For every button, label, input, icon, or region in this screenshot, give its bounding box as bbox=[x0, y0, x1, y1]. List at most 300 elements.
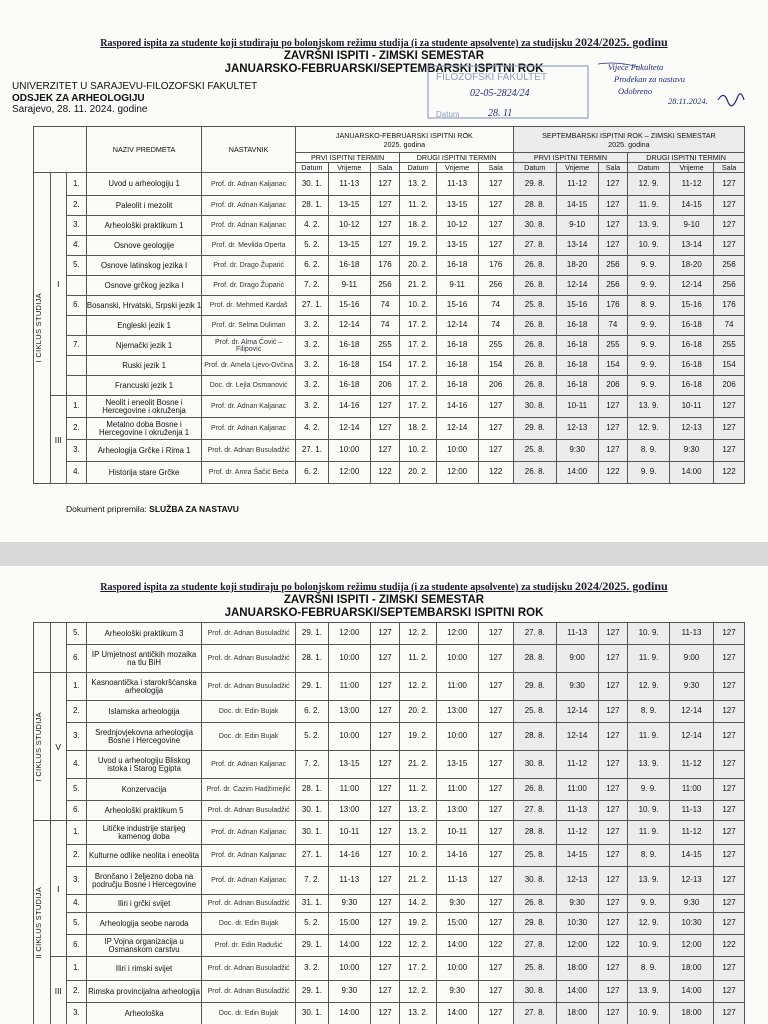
semester-label: V bbox=[50, 673, 67, 821]
exam-date: 25. 8. bbox=[513, 957, 556, 981]
exam-date: 4. 2. bbox=[295, 418, 328, 440]
exam-room: 127 bbox=[370, 895, 400, 913]
exam-room: 255 bbox=[478, 336, 513, 356]
exam-room: 74 bbox=[478, 296, 513, 316]
exam-time: 13:00 bbox=[436, 801, 478, 821]
exam-date: 29. 1. bbox=[295, 673, 328, 701]
exam-room: 74 bbox=[714, 316, 745, 336]
exam-time: 10:30 bbox=[670, 913, 714, 935]
exam-date: 27. 8. bbox=[513, 935, 556, 957]
exam-date: 28. 1. bbox=[295, 196, 328, 216]
exam-time: 14-16 bbox=[436, 396, 478, 418]
exam-date: 25. 8. bbox=[513, 845, 556, 867]
course-name: Osnove grčkog jezika I bbox=[86, 276, 202, 296]
exam-time: 12-14 bbox=[328, 316, 370, 336]
exam-time: 16-18 bbox=[670, 356, 714, 376]
exam-time: 11-12 bbox=[556, 821, 598, 845]
exam-date: 30. 8. bbox=[513, 216, 556, 236]
exam-date: 9. 9. bbox=[628, 462, 670, 484]
exam-room: 127 bbox=[598, 821, 628, 845]
exam-room: 127 bbox=[370, 957, 400, 981]
exam-time: 16-18 bbox=[328, 336, 370, 356]
exam-time: 12-13 bbox=[556, 418, 598, 440]
exam-time: 16-18 bbox=[670, 316, 714, 336]
exam-date: 8. 9. bbox=[628, 440, 670, 462]
course-name: Rimska provincijalna arheologija bbox=[86, 981, 202, 1003]
exam-time: 10:00 bbox=[328, 645, 370, 673]
exam-date: 26. 8. bbox=[513, 895, 556, 913]
exam-room: 127 bbox=[370, 845, 400, 867]
exam-date: 3. 2. bbox=[295, 396, 328, 418]
exam-room: 154 bbox=[478, 356, 513, 376]
exam-room: 127 bbox=[598, 1003, 628, 1024]
teacher-name: Prof. dr. Adnan Kaljanac bbox=[202, 845, 296, 867]
institution-name: UNIVERZITET U SARAJEVU-FILOZOFSKI FAKULTET bbox=[12, 81, 258, 92]
exam-time: 11:00 bbox=[436, 673, 478, 701]
header-course: NAZIV PREDMETA bbox=[86, 127, 202, 173]
exam-date: 10. 9. bbox=[628, 623, 670, 645]
exam-date: 30. 1. bbox=[295, 821, 328, 845]
handwritten-note-2: Prodekan za nastavu bbox=[614, 74, 685, 84]
cycle-label: I CIKLUS STUDIJA bbox=[34, 673, 51, 821]
table-row bbox=[34, 723, 745, 751]
exam-time: 14-15 bbox=[670, 845, 714, 867]
exam-date: 17. 2. bbox=[400, 336, 436, 356]
row-number: 1. bbox=[67, 396, 87, 418]
row-number: 6. bbox=[67, 935, 87, 957]
row-number: 4. bbox=[67, 462, 87, 484]
exam-date: 11. 9. bbox=[628, 196, 670, 216]
exam-time: 12-14 bbox=[556, 723, 598, 751]
exam-time: 10:00 bbox=[436, 723, 478, 751]
exam-time: 18-20 bbox=[556, 256, 598, 276]
exam-room: 127 bbox=[598, 440, 628, 462]
exam-time: 11-13 bbox=[670, 623, 714, 645]
header-first-term: PRVI ISPITNI TERMIN bbox=[295, 153, 400, 163]
exam-date: 30. 8. bbox=[513, 751, 556, 779]
exam-room: 127 bbox=[598, 173, 628, 196]
exam-time: 14-15 bbox=[556, 196, 598, 216]
exam-room: 122 bbox=[478, 935, 513, 957]
handwritten-note-3: Odobreno bbox=[618, 86, 653, 96]
exam-room: 127 bbox=[598, 623, 628, 645]
exam-date: 28. 8. bbox=[513, 196, 556, 216]
exam-time: 12:00 bbox=[436, 623, 478, 645]
header-date: Datum bbox=[400, 163, 436, 173]
exam-room: 127 bbox=[478, 236, 513, 256]
exam-time: 14-16 bbox=[436, 845, 478, 867]
exam-room: 206 bbox=[714, 376, 745, 396]
exam-time: 11-13 bbox=[328, 867, 370, 895]
exam-date: 21. 2. bbox=[400, 276, 436, 296]
exam-date: 27. 1. bbox=[295, 440, 328, 462]
exam-time: 18:00 bbox=[556, 1003, 598, 1024]
course-name: Historija stare Grčke bbox=[86, 462, 202, 484]
exam-date: 3. 2. bbox=[295, 336, 328, 356]
teacher-name: Prof. dr. Amra Šačić Beća bbox=[202, 462, 296, 484]
exam-room: 127 bbox=[478, 673, 513, 701]
exam-time: 9:30 bbox=[670, 673, 714, 701]
exam-room: 127 bbox=[370, 1003, 400, 1024]
exam-date: 5. 2. bbox=[295, 723, 328, 751]
exam-time: 16-18 bbox=[670, 376, 714, 396]
exam-room: 127 bbox=[598, 673, 628, 701]
table-row bbox=[34, 751, 745, 779]
exam-room: 176 bbox=[714, 296, 745, 316]
header-second-term-sept: DRUGI ISPITNI TERMIN bbox=[628, 153, 745, 163]
row-number: 5. bbox=[67, 779, 87, 801]
exam-date: 11. 9. bbox=[628, 723, 670, 751]
exam-date: 18. 2. bbox=[400, 418, 436, 440]
exam-time: 9:30 bbox=[556, 895, 598, 913]
table-row bbox=[34, 867, 745, 895]
exam-time: 15-16 bbox=[670, 296, 714, 316]
teacher-name: Prof. dr. Alma Čović – Filipović bbox=[202, 336, 296, 356]
teacher-name: Prof. dr. Adnan Kaljanac bbox=[202, 751, 296, 779]
table-row bbox=[34, 216, 745, 236]
header-room: Sala bbox=[478, 163, 513, 173]
exam-room: 255 bbox=[598, 336, 628, 356]
handwritten-note-1: Vijeće Fakulteta bbox=[608, 62, 664, 72]
cycle-label: II CIKLUS STUDIJA bbox=[34, 821, 51, 1024]
exam-room: 127 bbox=[478, 173, 513, 196]
table-row bbox=[34, 440, 745, 462]
exam-room: 127 bbox=[714, 913, 745, 935]
exam-date: 17. 2. bbox=[400, 316, 436, 336]
exam-time: 13:00 bbox=[436, 701, 478, 723]
exam-time: 11:00 bbox=[436, 779, 478, 801]
exam-date: 10. 2. bbox=[400, 440, 436, 462]
exam-time: 12:00 bbox=[670, 935, 714, 957]
exam-time: 16-18 bbox=[436, 256, 478, 276]
exam-room: 127 bbox=[714, 751, 745, 779]
exam-date: 28. 8. bbox=[513, 821, 556, 845]
teacher-name: Prof. dr. Adnan Busuladžić bbox=[202, 623, 296, 645]
exam-room: 127 bbox=[370, 673, 400, 701]
row-number: 2. bbox=[67, 418, 87, 440]
table-row bbox=[34, 913, 745, 935]
exam-date: 25. 8. bbox=[513, 440, 556, 462]
exam-time: 15:00 bbox=[328, 913, 370, 935]
teacher-name: Prof. dr. Adnan Busuladžić bbox=[202, 981, 296, 1003]
exam-time: 11:00 bbox=[670, 779, 714, 801]
exam-room: 127 bbox=[714, 1003, 745, 1024]
exam-time: 14:00 bbox=[436, 1003, 478, 1024]
exam-time: 13-15 bbox=[436, 236, 478, 256]
exam-room: 127 bbox=[478, 723, 513, 751]
teacher-name: Prof. dr. Adnan Kaljanac bbox=[202, 216, 296, 236]
exam-date: 13. 9. bbox=[628, 396, 670, 418]
teacher-name: Prof. dr. Adnan Busuladžić bbox=[202, 440, 296, 462]
exam-room: 127 bbox=[598, 418, 628, 440]
exam-time: 10-11 bbox=[328, 821, 370, 845]
header-date: Datum bbox=[513, 163, 556, 173]
table-row bbox=[34, 356, 745, 376]
exam-date: 27. 8. bbox=[513, 623, 556, 645]
exam-time: 12-13 bbox=[670, 867, 714, 895]
exam-room: 127 bbox=[370, 236, 400, 256]
exam-room: 127 bbox=[714, 801, 745, 821]
table-row bbox=[34, 376, 745, 396]
exam-time: 10-12 bbox=[328, 216, 370, 236]
exam-time: 9:30 bbox=[328, 981, 370, 1003]
document-date: Sarajevo, 28. 11. 2024. godine bbox=[12, 104, 148, 115]
cycle-label: I CIKLUS STUDIJA bbox=[34, 173, 51, 484]
table-row bbox=[34, 779, 745, 801]
stamp-date: 28. 11 bbox=[488, 108, 513, 119]
exam-date: 7. 2. bbox=[295, 867, 328, 895]
exam-time: 18-20 bbox=[670, 256, 714, 276]
exam-time: 14:00 bbox=[328, 935, 370, 957]
header-room: Sala bbox=[714, 163, 745, 173]
exam-schedule-table-1 bbox=[33, 126, 745, 484]
row-number: 1. bbox=[67, 173, 87, 196]
exam-date: 7. 2. bbox=[295, 751, 328, 779]
exam-room: 127 bbox=[598, 801, 628, 821]
exam-date: 11. 9. bbox=[628, 645, 670, 673]
header-room: Sala bbox=[370, 163, 400, 173]
exam-room: 127 bbox=[598, 216, 628, 236]
exam-date: 12. 9. bbox=[628, 173, 670, 196]
exam-room: 127 bbox=[598, 895, 628, 913]
semester-label: III bbox=[50, 396, 67, 484]
exam-date: 26. 8. bbox=[513, 779, 556, 801]
exam-room: 154 bbox=[370, 356, 400, 376]
exam-date: 12. 9. bbox=[628, 913, 670, 935]
exam-room: 127 bbox=[478, 821, 513, 845]
exam-time: 9-11 bbox=[328, 276, 370, 296]
header-date: Datum bbox=[295, 163, 328, 173]
exam-time: 13-15 bbox=[436, 751, 478, 779]
exam-time: 12-14 bbox=[328, 418, 370, 440]
table-row bbox=[34, 845, 745, 867]
exam-room: 127 bbox=[598, 196, 628, 216]
row-number bbox=[67, 316, 87, 336]
exam-date: 17. 2. bbox=[400, 376, 436, 396]
course-name: Brončano i željezno doba na području Bosne i Hercegovine bbox=[86, 867, 202, 895]
exam-room: 256 bbox=[370, 276, 400, 296]
teacher-name: Doc. dr. Edin Bujak bbox=[202, 913, 296, 935]
exam-date: 21. 2. bbox=[400, 867, 436, 895]
course-name: Kasnoantička i starokršćanska arheologija bbox=[86, 673, 202, 701]
course-name: Osnove latinskog jezika I bbox=[86, 256, 202, 276]
exam-room: 122 bbox=[714, 935, 745, 957]
exam-time: 11-12 bbox=[670, 751, 714, 779]
exam-room: 127 bbox=[598, 957, 628, 981]
exam-room: 127 bbox=[478, 957, 513, 981]
exam-room: 206 bbox=[478, 376, 513, 396]
teacher-name: Prof. dr. Adnan Busuladžić bbox=[202, 957, 296, 981]
exam-room: 127 bbox=[370, 173, 400, 196]
exam-room: 127 bbox=[598, 779, 628, 801]
exam-date: 26. 8. bbox=[513, 336, 556, 356]
exam-room: 127 bbox=[714, 723, 745, 751]
exam-date: 27. 1. bbox=[295, 845, 328, 867]
exam-room: 127 bbox=[714, 895, 745, 913]
exam-date: 26. 8. bbox=[513, 316, 556, 336]
exam-time: 16-18 bbox=[436, 356, 478, 376]
exam-date: 17. 2. bbox=[400, 356, 436, 376]
exam-room: 255 bbox=[370, 336, 400, 356]
exam-room: 127 bbox=[714, 867, 745, 895]
exam-date: 25. 8. bbox=[513, 296, 556, 316]
exam-date: 29. 1. bbox=[295, 981, 328, 1003]
exam-room: 256 bbox=[598, 276, 628, 296]
table-row bbox=[34, 957, 745, 981]
exam-room: 127 bbox=[714, 821, 745, 845]
exam-room: 127 bbox=[598, 645, 628, 673]
exam-date: 10. 9. bbox=[628, 801, 670, 821]
exam-room: 74 bbox=[478, 316, 513, 336]
exam-time: 14:00 bbox=[436, 935, 478, 957]
row-number bbox=[67, 356, 87, 376]
exam-date: 27. 1. bbox=[295, 296, 328, 316]
exam-room: 127 bbox=[598, 981, 628, 1003]
course-name: Arheologija seobe naroda bbox=[86, 913, 202, 935]
exam-room: 127 bbox=[714, 173, 745, 196]
exam-time: 16-18 bbox=[556, 336, 598, 356]
exam-time: 12-14 bbox=[670, 276, 714, 296]
row-number: 2. bbox=[67, 981, 87, 1003]
exam-time: 11-13 bbox=[556, 623, 598, 645]
exam-date: 10. 2. bbox=[400, 296, 436, 316]
exam-date: 12. 2. bbox=[400, 981, 436, 1003]
exam-date: 9. 9. bbox=[628, 276, 670, 296]
exam-date: 30. 1. bbox=[295, 1003, 328, 1024]
exam-room: 127 bbox=[714, 623, 745, 645]
exam-time: 9:30 bbox=[670, 440, 714, 462]
header-date: Datum bbox=[628, 163, 670, 173]
row-number: 2. bbox=[67, 196, 87, 216]
course-name: Metalno doba Bosne i Hercegovine i okruženja 1 bbox=[86, 418, 202, 440]
course-name: Engleski jezik 1 bbox=[86, 316, 202, 336]
exam-time: 11-12 bbox=[556, 751, 598, 779]
semester-label: I bbox=[50, 821, 67, 957]
exam-date: 20. 2. bbox=[400, 701, 436, 723]
exam-date: 3. 2. bbox=[295, 376, 328, 396]
row-number: 1. bbox=[67, 821, 87, 845]
exam-room: 127 bbox=[714, 673, 745, 701]
course-name: Njemački jezik 1 bbox=[86, 336, 202, 356]
exam-date: 31. 1. bbox=[295, 895, 328, 913]
exam-room: 127 bbox=[714, 236, 745, 256]
exam-room: 122 bbox=[370, 462, 400, 484]
exam-time: 14-15 bbox=[556, 845, 598, 867]
exam-time: 16-18 bbox=[556, 376, 598, 396]
exam-room: 255 bbox=[714, 336, 745, 356]
row-number: 4. bbox=[67, 751, 87, 779]
table-row bbox=[34, 673, 745, 701]
exam-date: 11. 2. bbox=[400, 645, 436, 673]
exam-time: 9:30 bbox=[436, 895, 478, 913]
exam-time: 12-14 bbox=[436, 418, 478, 440]
exam-room: 176 bbox=[598, 296, 628, 316]
exam-room: 127 bbox=[478, 396, 513, 418]
exam-time: 10-11 bbox=[436, 821, 478, 845]
course-name: Arheološki praktikum 5 bbox=[86, 801, 202, 821]
exam-date: 19. 2. bbox=[400, 913, 436, 935]
exam-room: 127 bbox=[370, 821, 400, 845]
table-row bbox=[34, 1003, 745, 1024]
exam-room: 127 bbox=[370, 396, 400, 418]
semester-label: I bbox=[50, 173, 67, 396]
exam-time: 9:30 bbox=[670, 895, 714, 913]
exam-date: 9. 9. bbox=[628, 316, 670, 336]
stamp-label: Datum bbox=[436, 110, 460, 119]
teacher-name: Prof. dr. Adnan Kaljanac bbox=[202, 418, 296, 440]
exam-date: 26. 8. bbox=[513, 276, 556, 296]
teacher-name: Prof. dr. Drago Župarić bbox=[202, 256, 296, 276]
exam-room: 127 bbox=[478, 216, 513, 236]
exam-room: 127 bbox=[478, 801, 513, 821]
teacher-name: Doc. dr. Edin Bujak bbox=[202, 1003, 296, 1024]
exam-room: 127 bbox=[370, 440, 400, 462]
exam-date: 11. 2. bbox=[400, 779, 436, 801]
exam-time: 12:00 bbox=[436, 462, 478, 484]
exam-date: 9. 9. bbox=[628, 256, 670, 276]
exam-date: 29. 8. bbox=[513, 913, 556, 935]
signature-mark bbox=[718, 94, 744, 106]
exam-time: 10:30 bbox=[556, 913, 598, 935]
row-number: 1. bbox=[67, 957, 87, 981]
exam-room: 122 bbox=[714, 462, 745, 484]
row-number: 3. bbox=[67, 440, 87, 462]
exam-room: 176 bbox=[478, 256, 513, 276]
exam-room: 127 bbox=[714, 957, 745, 981]
course-name: Srednjovjekovna arheologija Bosne i Hercegovine bbox=[86, 723, 202, 751]
exam-room: 256 bbox=[714, 276, 745, 296]
exam-time: 9:30 bbox=[556, 440, 598, 462]
exam-date: 26. 8. bbox=[513, 376, 556, 396]
teacher-name: Prof. dr. Mehmed Kardaš bbox=[202, 296, 296, 316]
table-row bbox=[34, 396, 745, 418]
exam-time: 16-18 bbox=[328, 376, 370, 396]
semester-label: III bbox=[50, 957, 67, 1024]
table-row bbox=[34, 256, 745, 276]
table-row bbox=[34, 895, 745, 913]
teacher-name: Prof. dr. Adnan Kaljanac bbox=[202, 821, 296, 845]
teacher-name: Prof. dr. Adnan Kaljanac bbox=[202, 173, 296, 196]
exam-time: 15-16 bbox=[436, 296, 478, 316]
exam-room: 127 bbox=[478, 867, 513, 895]
exam-room: 122 bbox=[598, 935, 628, 957]
exam-room: 127 bbox=[370, 196, 400, 216]
table-row bbox=[34, 236, 745, 256]
semester-label bbox=[50, 623, 67, 673]
exam-date: 6. 2. bbox=[295, 256, 328, 276]
course-name: Paleolit i mezolit bbox=[86, 196, 202, 216]
row-number bbox=[67, 276, 87, 296]
exam-date: 13. 2. bbox=[400, 821, 436, 845]
exam-time: 16-18 bbox=[328, 356, 370, 376]
exam-time: 9-10 bbox=[556, 216, 598, 236]
exam-room: 256 bbox=[478, 276, 513, 296]
exam-time: 13-14 bbox=[670, 236, 714, 256]
exam-date: 19. 2. bbox=[400, 236, 436, 256]
exam-time: 10-11 bbox=[556, 396, 598, 418]
exam-date: 26. 8. bbox=[513, 356, 556, 376]
exam-room: 127 bbox=[714, 779, 745, 801]
exam-time: 14-15 bbox=[670, 196, 714, 216]
exam-date: 5. 2. bbox=[295, 913, 328, 935]
exam-time: 9-11 bbox=[436, 276, 478, 296]
exam-date: 29. 8. bbox=[513, 418, 556, 440]
course-name: Islamska arheologija bbox=[86, 701, 202, 723]
teacher-name: Prof. dr. Mevlida Operta bbox=[202, 236, 296, 256]
exam-date: 8. 9. bbox=[628, 296, 670, 316]
table-row bbox=[34, 173, 745, 196]
exam-date: 13. 2. bbox=[400, 801, 436, 821]
